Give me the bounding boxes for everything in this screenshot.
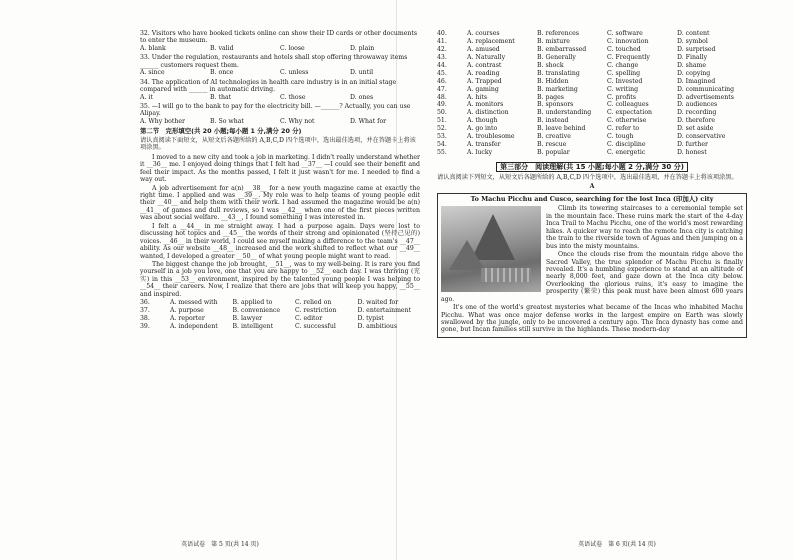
option: A. courses: [467, 30, 500, 37]
answer-row: [437, 78, 747, 85]
answer-number: 45.: [437, 69, 447, 77]
option: A. reporter: [170, 315, 205, 322]
part-3-title: [437, 163, 747, 171]
option: B. rescue: [537, 141, 567, 149]
option: A. since: [140, 69, 165, 77]
question-stem: 34. The application of AI technologies in health care industry is in an initial stage compared with ______ in automatic driving.: [140, 78, 397, 94]
cloze-paragraph: The biggest change the job brought, __51__, was to my well-being. It is rare you find yourself in a job you love, one that you are happy to __52__ each day. I was thriving (充实) in this __53__ environment, inspired by the talented young people I was helping to __54__ their careers. Now, I realize that there are jobs that will keep you happy, __55__ and inspired.: [140, 260, 420, 298]
option: B. intelligent: [232, 322, 274, 330]
option: D. audiences: [677, 101, 718, 109]
option: D. shame: [677, 61, 707, 69]
right-column: [437, 30, 747, 338]
question-stem: 32. Visitors who have booked tickets online can show their ID cards or other documents to enter the museum.: [140, 30, 418, 45]
option: C. Why not: [280, 117, 315, 125]
option: D. ambitious: [357, 322, 398, 330]
answer-row: [437, 94, 747, 101]
question-32: [140, 30, 420, 52]
option: C. successful: [295, 322, 336, 330]
section-2-directions: 请认真阅读下面短文，从短文后各题所给的 A,B,C,D 四个选项中，选出最佳选项，并在答题卡上将该项涂黑。: [140, 136, 416, 152]
answer-number: 40.: [437, 30, 447, 37]
question-options: [140, 69, 420, 76]
cloze-paragraph: A job advertisement for a(n) __38__ for a new youth magazine came at exactly the right time. I applied and was __39__. My role was to help teams of young people edit their __40__ and help them with their work. I had assumed the magazine would be a(n) __41__ of games and dull reviews, so I was __42__ when one of the first pieces written was about social welfare. __43__, I found something I was interested in.: [140, 184, 420, 222]
option: A. replacement: [467, 37, 515, 45]
answer-number: 43.: [437, 53, 447, 61]
option: A. distinction: [467, 109, 509, 117]
option: D. plain: [350, 44, 375, 52]
answer-row: [437, 149, 747, 156]
option: B. valid: [210, 44, 234, 52]
option: C. change: [607, 61, 639, 69]
passage-label: A: [589, 183, 595, 191]
option: A. Why bother: [140, 117, 185, 125]
answer-number: 54.: [437, 141, 447, 149]
option: C. discipline: [607, 141, 646, 149]
option: B. creative: [537, 133, 571, 141]
answer-row: [437, 30, 747, 37]
option: D. copying: [677, 69, 711, 77]
option: B. Generally: [537, 53, 576, 61]
option: A. amused: [467, 45, 500, 53]
option: B. pages: [537, 93, 564, 101]
option: B. convenience: [232, 307, 281, 315]
option: C. otherwise: [607, 117, 647, 125]
answer-row: [437, 86, 747, 93]
option: B. mixture: [537, 37, 570, 45]
page-6: [397, 0, 794, 560]
option: A. though: [467, 117, 498, 125]
option: B. that: [210, 93, 232, 101]
answer-number: 37.: [140, 307, 150, 315]
option: C. those: [280, 93, 306, 101]
answer-row: [437, 141, 747, 148]
option: D. further: [677, 141, 708, 149]
answer-row-36: [140, 299, 420, 306]
option: D. until: [350, 69, 374, 77]
option: C. touched: [607, 45, 641, 53]
option: A. reading: [467, 69, 500, 77]
option: A. go into: [467, 125, 498, 133]
part-3-heading: 第三部分 阅读理解(共 15 小题;每小题 2 分,满分 30 分): [496, 162, 688, 172]
option: B. references: [537, 30, 579, 37]
question-options: [140, 118, 420, 125]
option: A. transfer: [467, 141, 501, 149]
reading-paragraph: It's one of the world's greatest mysteries what became of the Incas who inhabited Machu Picchu. What was once major defense works in the largest empire on Earth was slowly swallowed by the jungle, only to be uncovered a century ago. The Inca dynasty has come and gone, but Incan families still survive in the highlands. These modern-day: [441, 304, 743, 334]
option: C. Frequently: [607, 53, 650, 61]
option: A. lucky: [467, 149, 493, 157]
option: D. surprised: [677, 45, 716, 53]
section-2-title: 第二节 完形填空(共 20 小题;每小题 1 分,满分 20 分): [140, 127, 302, 136]
option: C. unless: [280, 69, 309, 77]
answer-row: [437, 62, 747, 69]
option: B. sponsors: [537, 101, 574, 109]
option: D. advertisements: [677, 93, 734, 101]
option: A. Naturally: [467, 53, 506, 61]
answer-number: 39.: [140, 322, 150, 330]
option: B. So what: [210, 117, 244, 125]
cloze-paragraph: I felt a __44__ in me straight away. I had a purpose again. Days were lost to discussing hot topics and __45__ the words of their strong and opinionated (坚持己见的) voices. __46__ in their world, I could see myself making a difference to the team's __47__ ability. As our website __48__ increased and the work shifted to reflect what our __49__ wanted, I developed a greater __50__ of what young people might want to read.: [140, 222, 420, 260]
reading-passage-a: [437, 193, 747, 338]
answer-number: 47.: [437, 85, 447, 93]
option: D. communicating: [677, 85, 735, 93]
option: D. waited for: [357, 299, 399, 307]
option: B. shock: [537, 61, 564, 69]
answer-number: 44.: [437, 61, 447, 69]
option: C. profits: [607, 93, 636, 101]
option: B. lawyer: [232, 315, 263, 322]
option: B. popular: [537, 149, 570, 157]
reading-paragraph: Once the clouds rise from the mountain ridge above the Sacred Valley, the true splendor of Machu Picchu is finally revealed. It's a humbling experience to stand at an altitude of nearly 8,000 feet, and gaze down at the Inca city below. Overlooking the glorious ruins, it's easy to imagine the prosperity (繁荣) this peak must have been almost 600 years ago.: [441, 251, 743, 303]
answer-row: [437, 101, 747, 108]
option: C. spelling: [607, 69, 641, 77]
option: C. energetic: [607, 149, 646, 157]
option: B. embarrassed: [537, 45, 587, 53]
option: D. Imagined: [677, 77, 716, 85]
cloze-paragraph: I moved to a new city and took a job in marketing. I didn't really understand whether it __36__ me. I enjoyed doing things that I felt had __37__ —I could see their benefit and feel their impact. As the months passed, I felt it just wasn't for me. I needed to find a way out.: [140, 153, 420, 184]
answer-number: 49.: [437, 101, 447, 109]
question-options: [140, 45, 420, 52]
answer-row: [437, 133, 747, 140]
option: A. hits: [467, 93, 488, 101]
option: A. blank: [140, 44, 166, 52]
option: C. Invested: [607, 77, 643, 85]
option: B. leave behind: [537, 125, 586, 133]
option: C. refer to: [607, 125, 640, 133]
option: D. typist: [357, 315, 384, 322]
option: D. entertainment: [357, 307, 412, 315]
option: D. therefore: [677, 117, 716, 125]
answer-number: 46.: [437, 77, 447, 85]
machu-picchu-photo: [441, 206, 541, 292]
option: B. applied to: [232, 299, 273, 307]
ruins-shape: [481, 268, 531, 282]
option: C. loose: [280, 44, 305, 52]
option: C. tough: [607, 133, 634, 141]
answer-number: 42.: [437, 45, 447, 53]
option: B. instead: [537, 117, 569, 125]
option: D. honest: [677, 149, 707, 157]
answer-number: 51.: [437, 117, 447, 125]
answer-row: [437, 54, 747, 61]
page-footer: 英语试卷 第 6 页(共 14 页): [578, 541, 656, 548]
answer-number: 36.: [140, 299, 150, 307]
option: B. understanding: [537, 109, 592, 117]
option: C. innovation: [607, 37, 649, 45]
answer-row: [437, 117, 747, 124]
option: D. conservative: [677, 133, 726, 141]
option: A. Trapped: [467, 77, 502, 85]
option: B. once: [210, 69, 234, 77]
answer-row: [437, 109, 747, 116]
left-column: [140, 30, 420, 331]
option: A. it: [140, 93, 153, 101]
answer-number: 41.: [437, 37, 447, 45]
option: D. set aside: [677, 125, 714, 133]
option: C. editor: [295, 315, 323, 322]
answer-row: [437, 38, 747, 45]
option: A. independent: [170, 322, 218, 330]
question-options: [140, 94, 420, 101]
answer-number: 38.: [140, 315, 150, 322]
option: C. expectation: [607, 109, 653, 117]
mountain-shape: [449, 240, 485, 270]
option: A. messed with: [170, 299, 218, 307]
question-34: [140, 79, 420, 101]
answer-row: [437, 125, 747, 132]
answer-row: [437, 70, 747, 77]
option: B. translating: [537, 69, 580, 77]
question-35: [140, 103, 420, 125]
option: D. symbol: [677, 37, 708, 45]
option: C. relied on: [295, 299, 332, 307]
answer-row: [437, 46, 747, 53]
option: D. ones: [350, 93, 374, 101]
answer-row-39: [140, 323, 420, 330]
option: D. Finally: [677, 53, 708, 61]
question-stem: 35. —I will go to the bank to pay for the electricity bill. —______? Actually, you can use Alipay.: [140, 102, 411, 118]
option: D. content: [677, 30, 710, 37]
option: D. What for: [350, 117, 387, 125]
option: B. marketing: [537, 85, 578, 93]
option: C. restriction: [295, 307, 337, 315]
part-3-directions: 请认真阅读下列短文，从短文后各题所给的 A,B,C,D 四个选项中，选出最佳选项，并在答题卡上将该项涂黑。: [437, 173, 738, 181]
question-33: [140, 54, 420, 76]
option: C. colleagues: [607, 101, 649, 109]
answer-number: 48.: [437, 93, 447, 101]
option: B. Hidden: [537, 77, 569, 85]
reading-paragraph: Climb its towering staircases to a ceremonial temple set in the mountain face. These ruins mark the start of the 4-day Inca Trail to Machu Picchu, one of the world's most rewarding hikes. A quicker way to reach the remote Inca city is catching the train to the riverside town of Aguas and then jumping on a bus into the misty mountains.: [546, 205, 743, 250]
answer-number: 52.: [437, 125, 447, 133]
page-footer: 英语试卷 第 5 页(共 14 页): [181, 541, 259, 548]
answer-number: 55.: [437, 149, 447, 157]
option: D. recording: [677, 109, 717, 117]
option: A. gaming: [467, 85, 499, 93]
answer-number: 50.: [437, 109, 447, 117]
answer-row-38: [140, 315, 420, 322]
answer-number: 53.: [437, 133, 447, 141]
option: A. troublesome: [467, 133, 515, 141]
question-stem: 33. Under the regulation, restaurants and hotels shall stop offering throwaway items ______ customers request them.: [140, 54, 408, 69]
reading-title: To Machu Picchu and Cusco, searching for the lost Inca (印加人) city: [470, 194, 714, 203]
answer-row-37: [140, 307, 420, 314]
option: A. purpose: [170, 307, 204, 315]
option: C. software: [607, 30, 643, 37]
option: C. writing: [607, 85, 639, 93]
option: A. contrast: [467, 61, 502, 69]
option: A. monitors: [467, 101, 504, 109]
answer-list: [437, 30, 747, 157]
